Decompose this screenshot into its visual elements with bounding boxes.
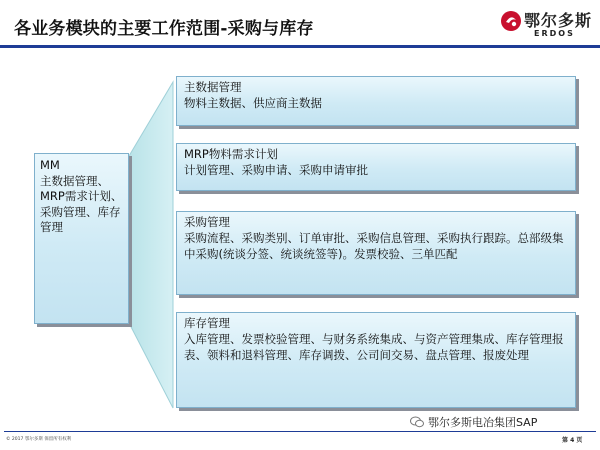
section-text: 计划管理、采购申请、采购申请审批 bbox=[184, 163, 368, 177]
section-title: 库存管理 bbox=[184, 316, 230, 330]
section-title: 采购管理 bbox=[184, 215, 230, 229]
wechat-icon bbox=[410, 416, 424, 428]
section-box-purchasing bbox=[176, 211, 576, 295]
section-text: 入库管理、发票校验管理、与财务系统集成、与资产管理集成、库存管理报表、领料和退料管理、库存调拨、公司间交易、盘点管理、报废处理 bbox=[184, 332, 564, 362]
section-title: 主数据管理 bbox=[184, 80, 242, 94]
logo-chinese-name: 鄂尔多斯 bbox=[524, 11, 593, 30]
section-text: 采购流程、采购类别、订单审批、采购信息管理、采购执行跟踪。总部级集中采购(统谈分签、统谈统签等)。发票校验、三单匹配 bbox=[184, 231, 564, 261]
wechat-account-name: 鄂尔多斯电冶集团SAP bbox=[428, 416, 538, 429]
section-text: 物料主数据、供应商主数据 bbox=[184, 96, 322, 110]
section-box-mrp bbox=[176, 143, 576, 191]
section-box-master-data bbox=[176, 76, 576, 126]
module-text: MM 主数据管理、MRP需求计划、采购管理、库存管理 bbox=[40, 158, 123, 234]
module-box-mm bbox=[34, 153, 129, 324]
page-number: 第 4 页 bbox=[562, 437, 583, 444]
footer-divider bbox=[4, 431, 596, 432]
logo-english-name: ERDOS bbox=[534, 29, 575, 38]
section-title: MRP物料需求计划 bbox=[184, 147, 278, 161]
copyright-text: © 2017 鄂尔多斯 保留所有权利 bbox=[6, 437, 72, 442]
page-title: 各业务模块的主要工作范围-采购与库存 bbox=[14, 19, 314, 39]
wechat-watermark bbox=[410, 414, 537, 430]
section-box-inventory bbox=[176, 312, 576, 408]
